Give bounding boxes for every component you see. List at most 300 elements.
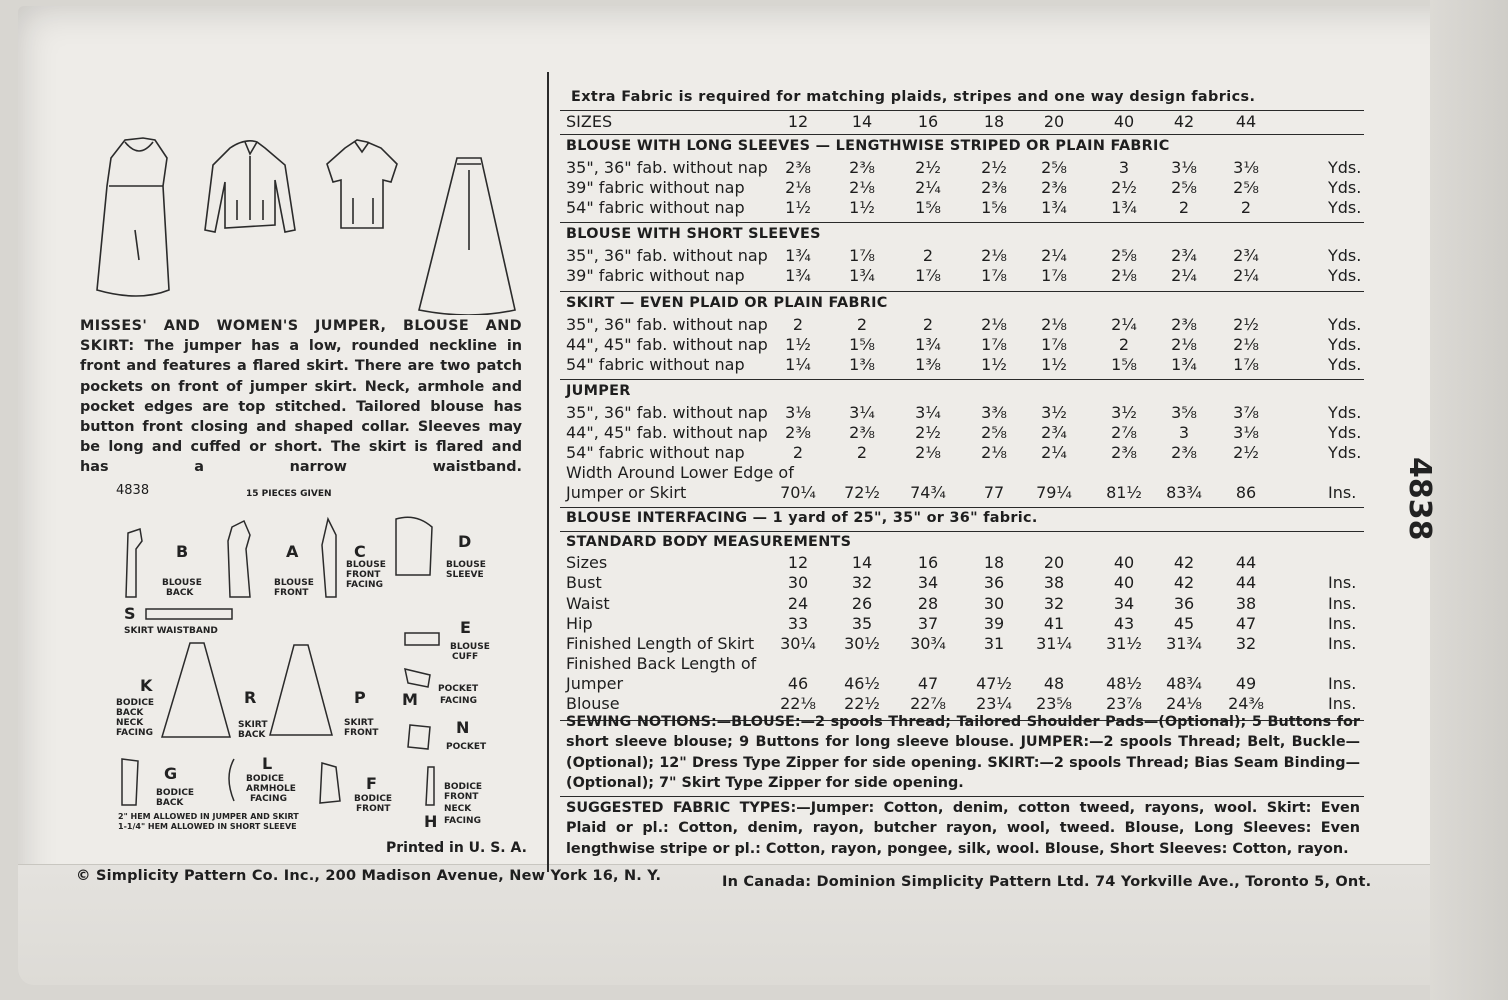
cell-value: 2¼ [1041,246,1067,266]
cell-value: 1½ [849,198,875,218]
row-label: 44", 45" fab. without nap [566,334,768,354]
piece-name-d2: SLEEVE [446,570,484,580]
sewing-notions: SEWING NOTIONS:—BLOUSE:—2 spools Thread; Tailored Shoulder Pads—(Optional); 5 Buttons for short sleeve blouse; 9 Buttons for long sleeve blouse. JUMPER:—2 spools Thread; Belt, Buckle—(Optional); 12" Dress Type Zipper for side opening. SKIRT:—2 spools Thread; Bias Seam Binding—(Optional); 7" Skirt Type Zipper for side opening. [566,714,1360,791]
cell-value: 1⅞ [981,334,1007,354]
body-measure-row [566,553,1366,573]
cell-value: 47½ [976,673,1012,693]
cell-value: 1¼ [785,354,811,374]
row-unit: Yds. [1328,314,1362,334]
cell-value: 23¼ [976,694,1012,713]
yardage-row [566,178,1366,198]
row-unit: Yds. [1328,198,1362,218]
row-label: Waist [566,593,610,613]
cell-value: 2¾ [1233,246,1259,266]
cell-value: 31½ [1106,633,1142,653]
yardage-row [566,246,1366,266]
piece-letter-c: C [354,542,366,561]
cell-value: 70¼ [780,483,816,503]
cell-value: 2 [922,314,934,334]
cell-value: 47 [1235,613,1257,633]
cell-value: 3¼ [849,402,875,422]
row-unit: Yds. [1328,246,1362,266]
cell-value: 2⅝ [1041,158,1067,177]
cell-value: 14 [851,553,873,573]
cell-value: 40 [1113,112,1135,131]
cell-value: 3 [1178,422,1190,442]
cell-value: 32 [1235,633,1257,653]
cell-value: 42 [1173,573,1195,593]
chart-divider [560,134,1364,135]
piece-letter-m: M [402,690,418,709]
cell-value: 2⅛ [915,443,941,462]
row-unit: Ins. [1328,633,1357,653]
row-label: Bust [566,573,602,593]
cell-value: 16 [917,553,939,573]
body-measure-row [566,634,1366,654]
cell-value: 2⅛ [981,314,1007,334]
cell-value: 3⅛ [1171,158,1197,177]
yardage-row [566,335,1366,355]
yardage-row [566,403,1366,423]
cell-value: 2⅞ [1111,422,1137,442]
cell-value: 1⅜ [849,354,875,374]
row-unit: Ins. [1328,673,1357,693]
cell-value: 2¾ [1171,246,1197,266]
cell-value: 3⅞ [1233,402,1259,422]
cell-value: 1¾ [785,246,811,266]
piece-name-c3: FACING [346,580,383,590]
cell-value: 81½ [1106,483,1142,503]
piece-name-r: SKIRT [238,720,268,730]
cell-value: 32 [1043,593,1065,613]
cell-value: 3¼ [915,402,941,422]
row-label: Jumper [566,673,624,693]
piece-name-d: BLOUSE [446,560,486,570]
cell-value: 26 [851,593,873,613]
cell-value: 1⅝ [1111,354,1137,374]
body-measure-row [566,694,1366,714]
cell-value: 2⅜ [1041,178,1067,198]
cell-value: 2⅜ [849,422,875,442]
cell-value: 30¾ [910,633,946,653]
cell-value: 2⅜ [1111,443,1137,462]
cell-value: 1½ [981,354,1007,374]
cell-value: 3⅜ [981,402,1007,422]
row-unit: Ins. [1328,483,1357,503]
piece-name-g: BODICE [156,788,195,798]
piece-name-k3: NECK [116,718,144,728]
cell-value: 2½ [981,158,1007,177]
chart-divider [560,379,1364,380]
section-title: BLOUSE WITH SHORT SLEEVES [566,226,821,243]
piece-name-f: BODICE [354,794,393,804]
piece-name-m2: FACING [440,696,477,706]
cell-value: 2⅜ [785,422,811,442]
row-unit: Yds. [1328,354,1362,374]
cell-value: 83¾ [1166,483,1202,503]
cell-value: 2 [1240,198,1252,218]
cell-value: 30¼ [780,633,816,653]
cell-value: 24⅜ [1228,694,1264,713]
piece-name-h4: FACING [444,816,481,826]
row-label: 35", 36" fab. without nap [566,158,768,177]
sizes-header-row [566,112,1366,132]
cell-value: 33 [787,613,809,633]
piece-letter-n: N [456,718,470,737]
cell-value: 3⅛ [1233,422,1259,442]
body-measure-row [566,674,1366,694]
chart-divider [560,222,1364,223]
cell-value: 2 [922,246,934,266]
pieces-given [246,489,332,499]
cell-value: 42 [1173,553,1195,573]
cell-value: 20 [1043,112,1065,131]
cell-value: 38 [1043,573,1065,593]
cell-value: 14 [851,112,873,131]
row-label: 54" fabric without nap [566,354,745,374]
yardage-row [566,355,1366,375]
cell-value: 1¾ [1171,354,1197,374]
row-label: Finished Length of Skirt [566,633,755,653]
piece-name-c2: FRONT [346,570,381,580]
piece-letter-b: B [176,542,189,561]
cell-value: 1¾ [785,266,811,286]
cell-value: 18 [983,112,1005,131]
cell-value: 2⅛ [981,246,1007,266]
yardage-row [566,423,1366,443]
pattern-description [80,316,522,478]
cell-value: 1⅜ [915,354,941,374]
cell-value: 77 [983,483,1005,503]
cell-value: 48½ [1106,673,1142,693]
cell-value: 2¾ [1041,422,1067,442]
piece-name-f2: FRONT [356,804,391,814]
suggested-fabrics: SUGGESTED FABRIC TYPES:—Jumper: Cotton, denim, cotton tweed, rayons, wool. Skirt: Even Plaid or pl.: Cotton, denim, rayon, butcher rayon, wool, tweed. Blouse, Long Sleeves: Even lengthwise stripe or pl.: Cotton, rayon, pongee, silk, wool. Blouse, Short Sleeves: Cotton, rayon. [566,800,1360,857]
row-label: Finished Back Length of [566,653,757,673]
cell-value: 46½ [844,673,880,693]
cell-value: 45 [1173,613,1195,633]
canada-footer: In Canada: Dominion Simplicity Pattern Ltd. 74 Yorkville Ave., Toronto 5, Ont. [722,874,1372,890]
cell-value: 2 [856,314,868,334]
piece-name-l2: ARMHOLE [246,784,296,794]
hem-note-2: 1-1/4" HEM ALLOWED IN SHORT SLEEVE [118,822,297,831]
piece-letter-g: G [164,764,178,783]
row-label: SIZES [566,112,613,131]
cell-value: 2⅛ [981,443,1007,462]
row-unit: Ins. [1328,573,1357,593]
row-label: 54" fabric without nap [566,198,745,218]
cell-value: 40 [1113,553,1135,573]
cell-value: 2¼ [1233,266,1259,286]
cell-value: 2¼ [1111,314,1137,334]
cell-value: 2½ [1233,314,1259,334]
cell-value: 3½ [1111,402,1137,422]
cell-value: 2½ [1233,443,1259,462]
cell-value: 23⅞ [1106,694,1142,713]
cell-value: 2 [1178,198,1190,218]
row-unit: Ins. [1328,593,1357,613]
cell-value: 2 [792,314,804,334]
cell-value: 2⅜ [1171,314,1197,334]
description-title: MISSES' AND WOMEN'S JUMPER, BLOUSE AND SKIRT: [80,318,522,355]
piece-name-h3: NECK [444,804,472,814]
cell-value: 48 [1043,673,1065,693]
piece-letter-l: L [262,754,273,773]
row-unit: Ins. [1328,613,1357,633]
row-unit: Yds. [1328,266,1362,286]
row-label: 35", 36" fab. without nap [566,314,768,334]
cell-value: 2 [1118,334,1130,354]
yardage-row [566,463,1366,483]
cell-value: 44 [1235,112,1257,131]
cell-value: 2⅝ [1171,178,1197,198]
cell-value: 2⅜ [981,178,1007,198]
piece-letter-f: F [366,774,377,793]
cell-value: 2⅛ [1111,266,1137,286]
piece-name-l3: FACING [250,794,287,804]
cell-value: 40 [1113,573,1135,593]
row-label: Sizes [566,553,608,573]
pattern-number: 4838 [116,483,150,498]
row-unit: Yds. [1328,158,1362,177]
cell-value: 24⅛ [1166,694,1202,713]
row-label: 54" fabric without nap [566,443,745,462]
cell-value: 1¾ [1111,198,1137,218]
row-label: 35", 36" fab. without nap [566,402,768,422]
piece-name-h2: FRONT [444,792,479,802]
cell-value: 30 [983,593,1005,613]
body-measure-row [566,573,1366,593]
printed-in: Printed in U. S. A. [386,840,527,856]
row-label: 44", 45" fab. without nap [566,422,768,442]
row-label: 39" fabric without nap [566,266,745,286]
piece-name-b2: BACK [166,588,194,598]
cell-value: 44 [1235,573,1257,593]
notions-divider [560,796,1364,797]
cell-value: 2⅝ [1233,178,1259,198]
cell-value: 1⅞ [1041,334,1067,354]
cell-value: 31 [983,633,1005,653]
cell-value: 22⅛ [780,694,816,713]
yardage-row [566,443,1366,463]
chart-divider [560,291,1364,292]
row-label: Jumper or Skirt [566,483,687,503]
cell-value: 44 [1235,553,1257,573]
cell-value: 2½ [915,158,941,177]
piece-letter-r: R [244,688,257,707]
section-title: JUMPER [566,382,631,399]
row-label: 39" fabric without nap [566,178,745,198]
body-measure-row [566,654,1366,674]
cell-value: 18 [983,553,1005,573]
cell-value: 38 [1235,593,1257,613]
chart-divider [560,531,1364,532]
row-label: Width Around Lower Edge of [566,463,794,483]
cell-value: 2½ [1111,178,1137,198]
cell-value: 48¾ [1166,673,1202,693]
piece-name-s: SKIRT WAISTBAND [124,626,218,636]
pattern-pieces-diagram [100,505,520,845]
cell-value: 2¼ [1171,266,1197,286]
cell-value: 1½ [785,198,811,218]
publisher-footer: © Simplicity Pattern Co. Inc., 200 Madison Avenue, New York 16, N. Y. [76,868,662,884]
cell-value: 1⅝ [915,198,941,218]
cell-value: 12 [787,112,809,131]
piece-name-m: POCKET [438,684,479,694]
cell-value: 3 [1118,158,1130,177]
cell-value: 2⅛ [785,178,811,198]
cell-value: 34 [1113,593,1135,613]
cell-value: 32 [851,573,873,593]
piece-name-n: POCKET [446,742,487,752]
cell-value: 2⅝ [981,422,1007,442]
cell-value: 46 [787,673,809,693]
extra-fabric-note: Extra Fabric is required for matching plaids, stripes and one way design fabrics. [571,89,1256,105]
cell-value: 72½ [844,483,880,503]
cell-value: 42 [1173,112,1195,131]
cell-value: 37 [917,613,939,633]
cell-value: 36 [1173,593,1195,613]
cell-value: 2⅜ [849,158,875,177]
piece-name-b: BLOUSE [162,578,202,588]
pieces-count: 15 [246,489,259,499]
yardage-row [566,483,1366,503]
yardage-row [566,198,1366,218]
cell-value: 1⅞ [849,246,875,266]
cell-value: 1½ [1041,354,1067,374]
cell-value: 74¾ [910,483,946,503]
cell-value: 1⅞ [981,266,1007,286]
cell-value: 30 [787,573,809,593]
description-body: The jumper has a low, rounded neckline in front and features a flared skirt. There are two patch pockets on front of jumper skirt. Neck, armhole and pocket edges are top stitched. Tailored blouse has button front closing and shaped collar. Sleeves may be long and cuffed or short. The skirt is flared and has a narrow waistband. [80,338,522,476]
piece-letter-p: P [354,688,366,707]
cell-value: 22⅞ [910,694,946,713]
body-measure-row [566,594,1366,614]
cell-value: 1⅝ [849,334,875,354]
piece-name-r2: BACK [238,730,266,740]
hem-note-1: 2" HEM ALLOWED IN JUMPER AND SKIRT [118,812,299,821]
yardage-row [566,158,1366,178]
pieces-label: PIECES GIVEN [261,489,332,499]
piece-name-g2: BACK [156,798,184,808]
row-unit: Yds. [1328,178,1362,198]
body-measurements-title: STANDARD BODY MEASUREMENTS [566,534,852,551]
piece-name-h: BODICE [444,782,483,792]
section-title: SKIRT — EVEN PLAID OR PLAIN FABRIC [566,294,888,311]
cell-value: 2⅝ [1111,246,1137,266]
piece-name-k4: FACING [116,728,153,738]
cell-value: 1⅝ [981,198,1007,218]
yardage-row [566,266,1366,286]
body-measure-row [566,614,1366,634]
piece-name-a: BLOUSE [274,578,314,588]
cell-value: 3⅛ [1233,158,1259,177]
cell-value: 2¼ [1041,443,1067,462]
piece-name-a2: FRONT [274,588,309,598]
cell-value: 1⅞ [1233,354,1259,374]
cell-value: 16 [917,112,939,131]
cell-value: 1¾ [849,266,875,286]
cell-value: 28 [917,593,939,613]
piece-name-e: BLOUSE [450,642,490,652]
cell-value: 31¾ [1166,633,1202,653]
row-unit: Yds. [1328,402,1362,422]
pattern-number-vertical: 4838 [1402,457,1437,541]
cell-value: 2⅛ [849,178,875,198]
cell-value: 1¾ [1041,198,1067,218]
cell-value: 2⅛ [1171,334,1197,354]
piece-name-k2: BACK [116,708,144,718]
row-unit: Yds. [1328,443,1362,462]
piece-letter-d: D [458,532,472,551]
row-unit: Yds. [1328,422,1362,442]
cell-value: 20 [1043,553,1065,573]
cell-value: 2⅜ [1171,443,1197,462]
cell-value: 3⅝ [1171,402,1197,422]
garment-sketches [85,120,525,315]
cell-value: 1½ [785,334,811,354]
cell-value: 12 [787,553,809,573]
yardage-row [566,315,1366,335]
cell-value: 3½ [1041,402,1067,422]
piece-name-e2: CUFF [452,652,479,662]
cell-value: 43 [1113,613,1135,633]
cell-value: 79¼ [1036,483,1072,503]
piece-name-k: BODICE [116,698,155,708]
piece-name-p: SKIRT [344,718,374,728]
piece-name-p2: FRONT [344,728,379,738]
cell-value: 23⅝ [1036,694,1072,713]
piece-letter-a: A [286,542,299,561]
cell-value: 49 [1235,673,1257,693]
cell-value: 30½ [844,633,880,653]
piece-letter-h: H [424,812,438,831]
cell-value: 24 [787,593,809,613]
row-label: 35", 36" fab. without nap [566,246,768,266]
row-label: Blouse [566,694,620,713]
cell-value: 2 [792,443,804,462]
cell-value: 2⅛ [1233,334,1259,354]
cell-value: 35 [851,613,873,633]
cell-value: 3⅛ [785,402,811,422]
chart-divider [560,110,1364,111]
piece-letter-e: E [460,618,471,637]
chart-divider [560,507,1364,508]
row-unit: Yds. [1328,334,1362,354]
piece-letter-k: K [140,676,153,695]
cell-value: 86 [1235,483,1257,503]
cell-value: 2½ [915,422,941,442]
piece-name-l: BODICE [246,774,285,784]
cell-value: 2 [856,443,868,462]
piece-letter-s: S [124,604,136,623]
cell-value: 47 [917,673,939,693]
cell-value: 41 [1043,613,1065,633]
section-title: BLOUSE WITH LONG SLEEVES — LENGTHWISE STRIPED OR PLAIN FABRIC [566,138,1170,154]
row-unit: Ins. [1328,694,1357,713]
row-label: Hip [566,613,593,633]
cell-value: 2¼ [915,178,941,198]
piece-name-c: BLOUSE [346,560,386,570]
cell-value: 1⅞ [1041,266,1067,286]
cell-value: 31¼ [1036,633,1072,653]
cell-value: 2⅛ [1041,314,1067,334]
interfacing-note: BLOUSE INTERFACING — 1 yard of 25", 35" or 36" fabric. [566,510,1038,527]
cell-value: 34 [917,573,939,593]
cell-value: 2⅜ [785,158,811,177]
cell-value: 1⅞ [915,266,941,286]
cell-value: 22½ [844,694,880,713]
